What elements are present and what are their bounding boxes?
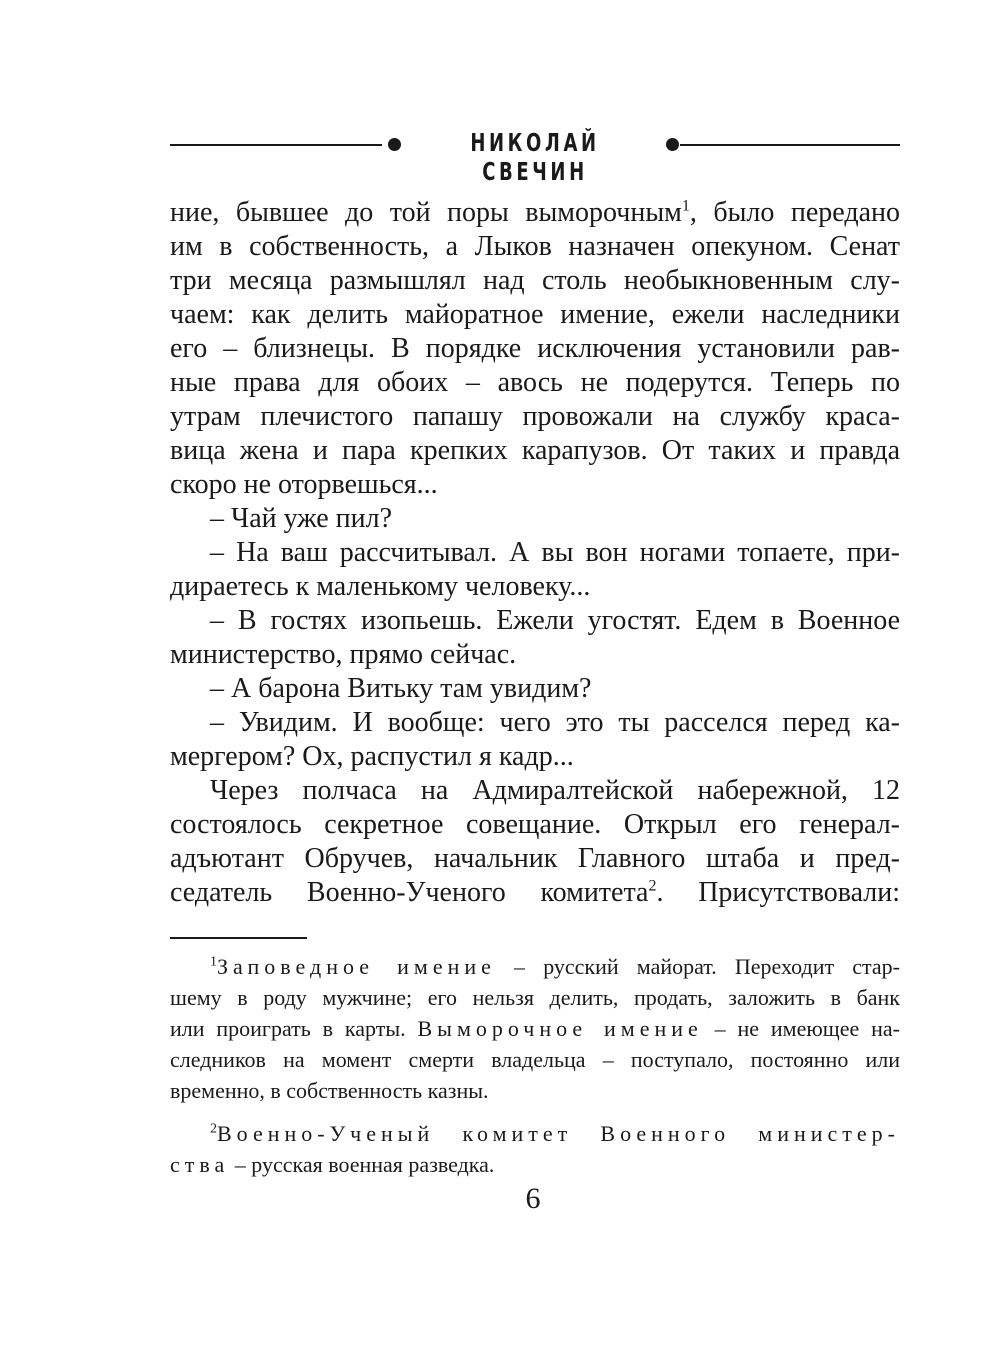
text-line: им в собственность, а Лыков назначен опекуном. Сенат — [170, 231, 900, 262]
header-bullet-right — [666, 138, 679, 151]
dialogue-line: – Увидим. И вообще: чего это ты расселся перед ка- — [210, 707, 900, 738]
dialogue-line: – А барона Витьку там увидим? — [210, 673, 592, 704]
text-line: адъютант Обручев, начальник Главного штаба и пред- — [170, 843, 900, 874]
footnote-mark-1: 1 — [210, 954, 217, 970]
text-line: ные права для обоих – авось не подерутся. Теперь по — [170, 367, 900, 398]
text-line: седатель Военно-Ученого комитета$^2$. Присутствовали: — [170, 877, 900, 908]
text-line: скоро не оторвешься... — [170, 469, 438, 500]
footnote-line — [170, 1118, 900, 1149]
footnote-line: следников на момент смерти владельца – поступало, постоянно или — [170, 1047, 900, 1072]
footnote-rule — [170, 937, 307, 939]
text-line: мергером? Ох, распустил я кадр... — [170, 741, 574, 772]
text-line: его – близнецы. В порядке исключения установили рав- — [170, 333, 900, 364]
dialogue-line: – На ваш рассчитывал. А вы вон ногами топаете, при- — [210, 537, 900, 568]
dialogue-line: – Чай уже пил? — [210, 503, 393, 534]
footnote-term: ства — [170, 1152, 230, 1177]
main-text — [170, 196, 900, 910]
footnote-ref-1: 1 — [681, 197, 690, 215]
footnote-line: временно, в собственность казны. — [170, 1078, 489, 1103]
text-line: чаем: как делить майоратное имение, ежели наследники — [170, 299, 900, 330]
footnotes — [170, 951, 900, 1180]
header-rule-right — [680, 144, 900, 146]
footnote-1 — [170, 951, 900, 1106]
text-line: утрам плечистого папашу провожали на службу краса- — [170, 401, 900, 432]
text-line: вица жена и пара крепких карапузов. От таких и правда — [170, 435, 900, 466]
footnote-mark-2: 2 — [210, 1121, 217, 1137]
paragraph-start: Через полчаса на Адмиралтейской набережной, 12 — [210, 775, 900, 806]
footnote-line: шему в роду мужчине; его нельзя делить, продать, заложить в банк — [170, 985, 900, 1010]
text-line: состоялось секретное совещание. Открыл его генерал- — [170, 809, 900, 840]
footnote-line: $^1$Заповедное имение – русский майорат. Переходит стар- — [210, 954, 900, 979]
header-author: НИКОЛАЙ СВЕЧИН — [470, 128, 600, 186]
header-rule-left — [170, 144, 382, 146]
footnote-term: Заповедное имение — [217, 954, 496, 979]
footnote-line: или проиграть в карты. Выморочное имение – не имеющее на- — [170, 1016, 900, 1041]
page-number: 6 — [525, 1182, 541, 1215]
text-line: министерство, прямо сейчас. — [170, 639, 517, 670]
text-line: три месяца размышлял над столь необыкновенным слу- — [170, 265, 900, 296]
footnote-ref-2: 2 — [648, 877, 657, 895]
footnote-line: ства – русская военная разведка. — [170, 1152, 495, 1177]
footnote-term: Выморочное имение — [417, 1016, 703, 1041]
running-head — [170, 124, 900, 186]
footnote-2 — [170, 1118, 900, 1180]
text-line: ние, бывшее до той поры выморочным$^1$, было передано — [170, 197, 900, 228]
header-bullet-left — [388, 138, 401, 151]
footnote-term: Военно-Ученый комитет Военного министер- — [217, 1121, 900, 1146]
text-line: дираетесь к маленькому человеку... — [170, 571, 591, 602]
dialogue-line: – В гостях изопьешь. Ежели угостят. Едем в Военное — [210, 605, 900, 636]
